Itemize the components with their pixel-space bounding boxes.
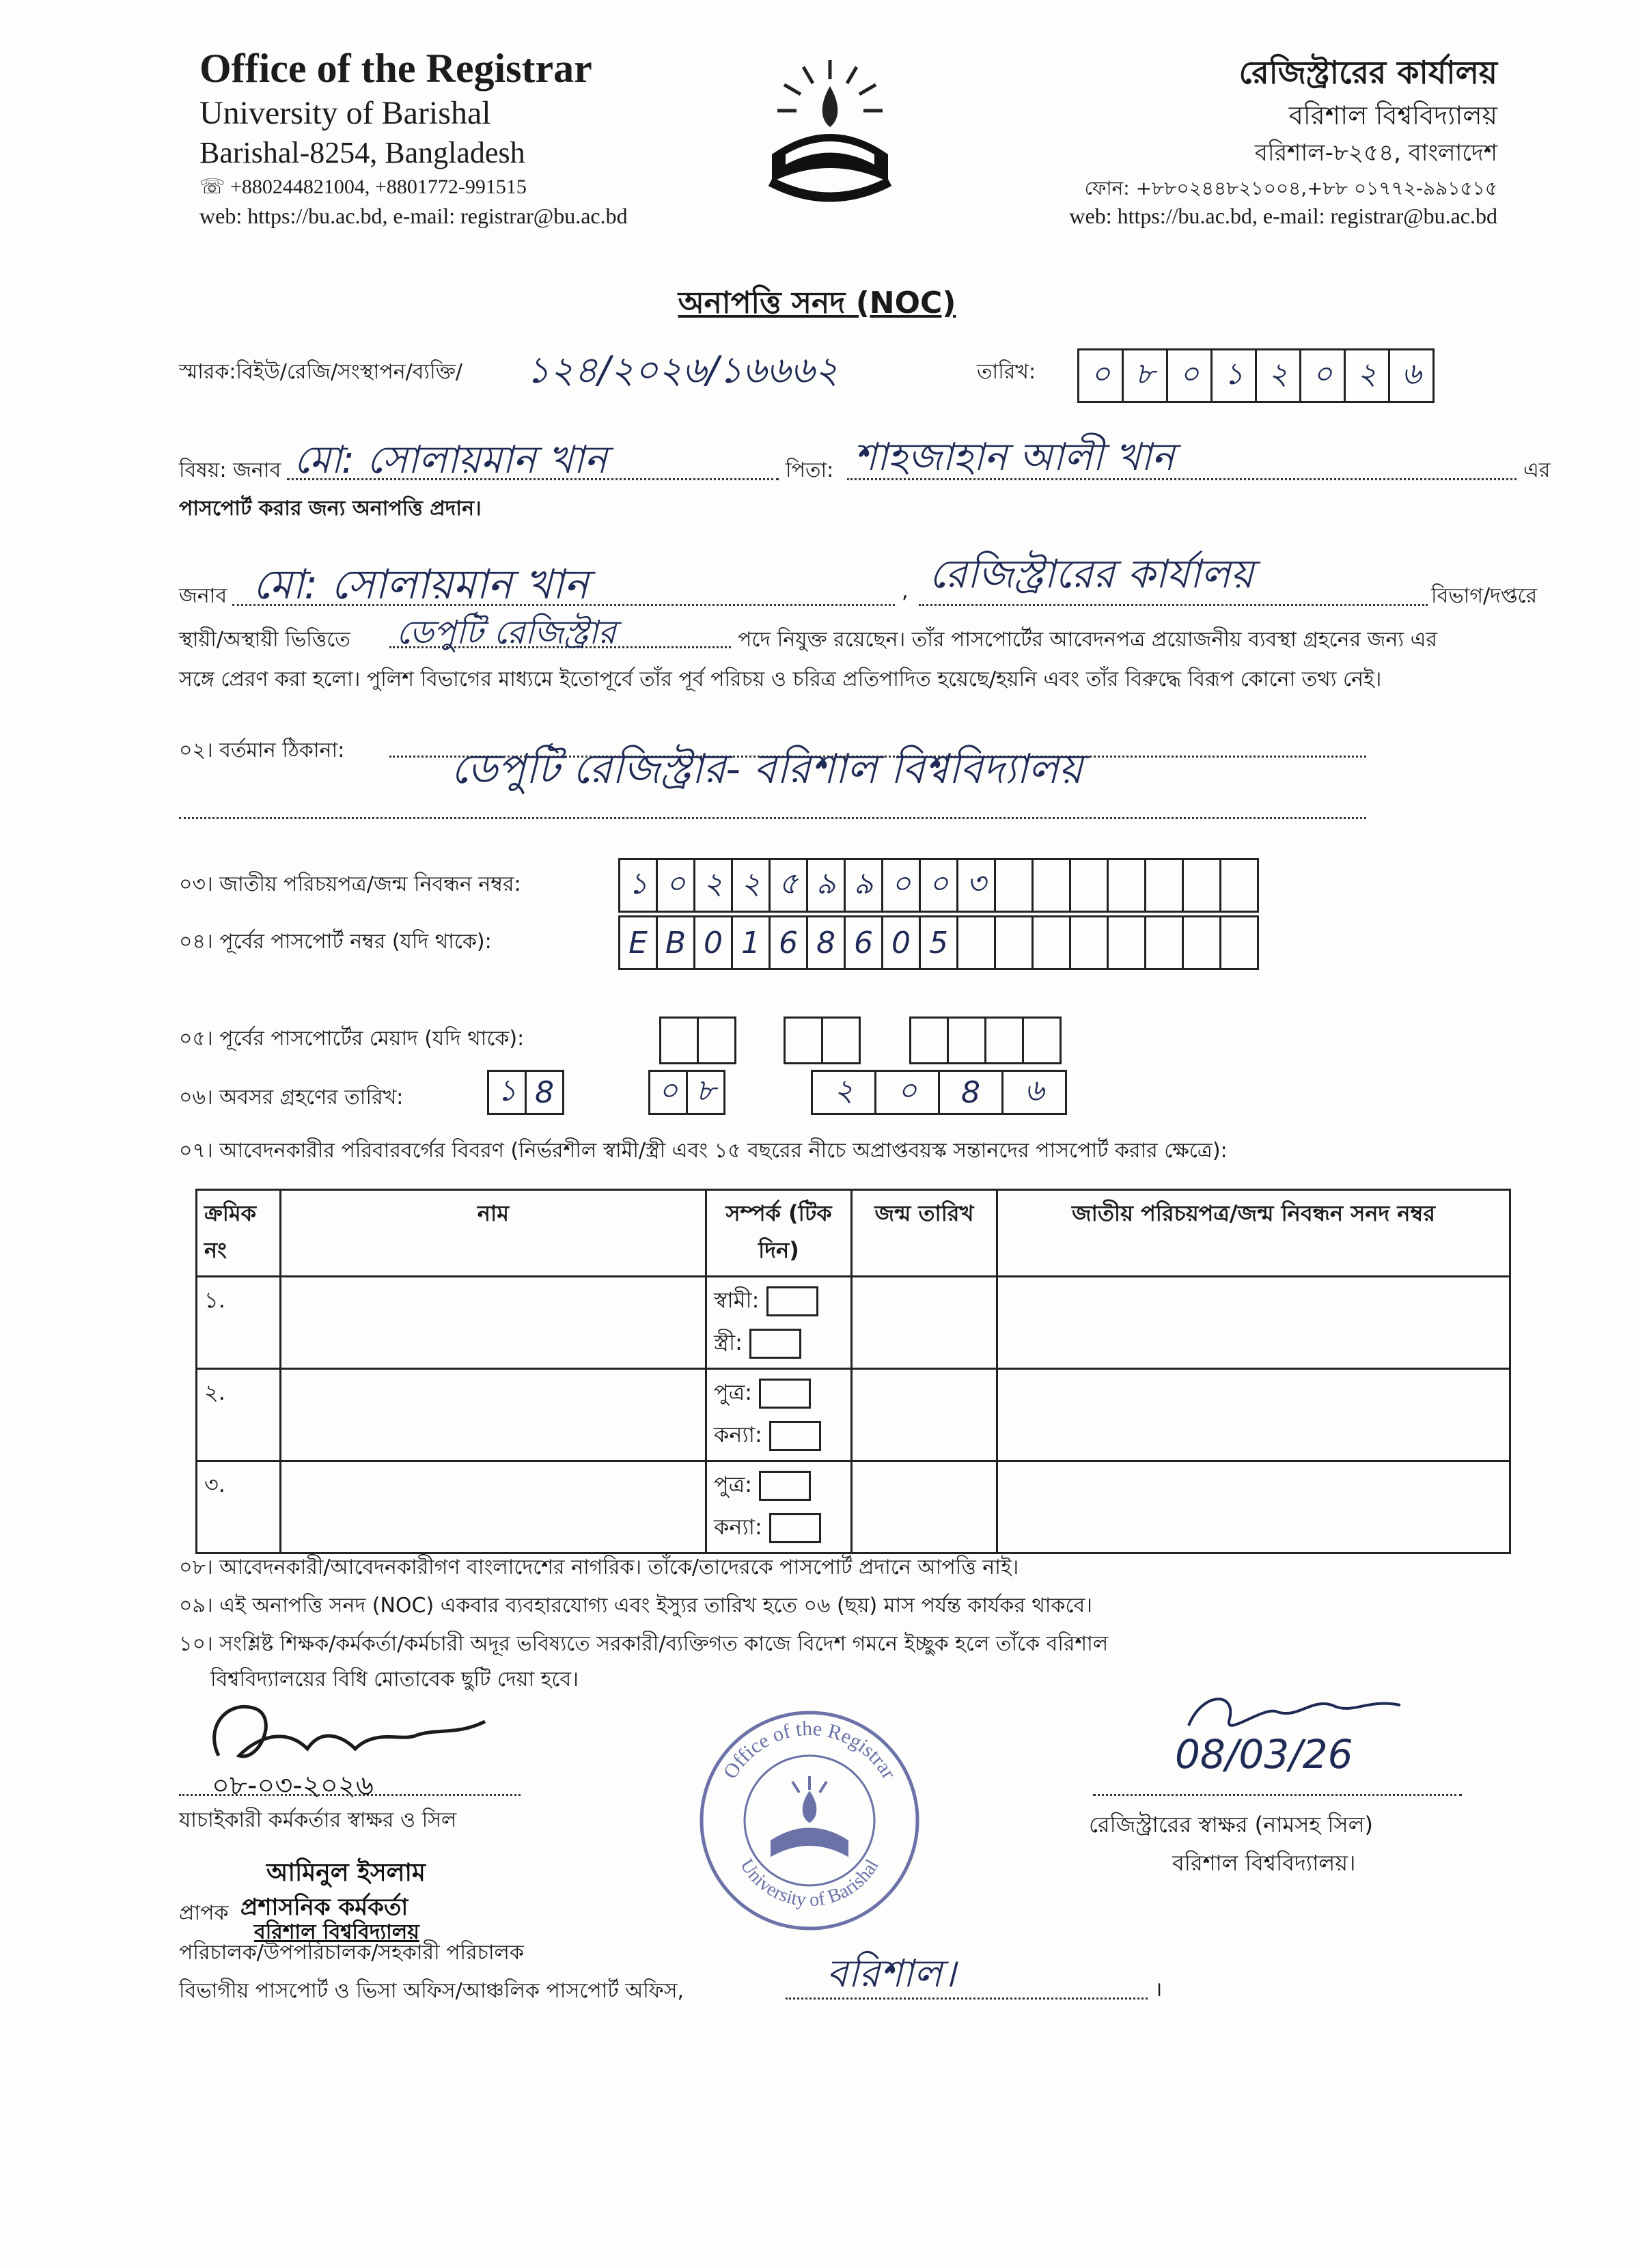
nid-digit-box: ২ (693, 858, 733, 913)
th-nid: জাতীয় পরিচয়পত্র/জন্ম নিবন্ধন সনদ নম্বর (997, 1190, 1510, 1277)
passport-char-box: 1 (731, 915, 771, 970)
expiry-box (784, 1017, 823, 1064)
body-janab-label: জনাব (179, 584, 227, 608)
nid-digit-box: ০ (656, 858, 695, 913)
verifier-stamp-post: প্রশাসনিক কর্মকর্তা (240, 1894, 408, 1921)
passport-char-box: 0 (881, 915, 921, 970)
prev-passport-boxes (620, 915, 1259, 970)
registrar-university: বরিশাল বিশ্ববিদ্যালয়। (1172, 1850, 1356, 1876)
retire-digit-box: 8 (525, 1070, 564, 1115)
subject-father-label: পিতা: (786, 458, 834, 482)
header-en-phone: ☏ +880244821004, +8801772-991515 (199, 176, 527, 198)
table-row (197, 1369, 1510, 1461)
rel-label: স্ত্রী: (714, 1329, 743, 1355)
rel-label: স্বামী: (714, 1287, 760, 1313)
th-name: নাম (281, 1190, 706, 1277)
note-9: ০৯। এই অনাপত্তি সনদ (NOC) একবার ব্যবহারযোগ্য এবং ইস্যুর তারিখ হতে ০৬ (ছয়) মাস পর্যন্ত কার্যকর থাকবে। (179, 1594, 1092, 1618)
passport-char-box: 0 (693, 915, 733, 970)
passport-char-box (1144, 915, 1184, 970)
rel-label: কন্যা: (714, 1422, 762, 1448)
registrar-sign-label: রেজিস্ট্রারের স্বাক্ষর (নামসহ সিল) (1089, 1812, 1373, 1838)
memo-date-boxes (1079, 348, 1435, 403)
note-10-line1: ১০। সংশ্লিষ্ট শিক্ষক/কর্মকর্তা/কর্মচারী অদূর ভবিষ্যতে সরকারী/ব্যক্তিগত কাজে বিদেশ গমনে ইচ্ছুক হলে তাঁকে বরিশাল (179, 1632, 1109, 1656)
passport-char-box: 8 (806, 915, 846, 970)
prev-passport-label: ০৪। পূর্বের পাসপোর্ট নম্বর (যদি থাকে): (179, 930, 492, 954)
date-digit-box: ২ (1255, 348, 1301, 403)
nid-digit-box: ৯ (844, 858, 883, 913)
passport-char-box: 6 (844, 915, 883, 970)
header-bn-address: বরিশাল-৮২৫৪, বাংলাদেশ (1254, 139, 1497, 167)
nid-digit-box (1031, 858, 1071, 913)
nid-digit-box (1219, 858, 1259, 913)
header-bn-phone: ফোন: +৮৮০২৪৪৮২১০০৪,+৮৮ ০১৭৭২-৯৯১৫১৫ (1084, 177, 1497, 199)
date-digit-box: ০ (1299, 348, 1346, 403)
retire-digit-box: ৮ (686, 1070, 725, 1115)
passport-char-box (956, 915, 996, 970)
subject-name: মো: সোলায়মান খান (294, 438, 607, 482)
nid-digit-box: ৯ (806, 858, 846, 913)
registrar-office-seal (697, 1708, 922, 1933)
registrar-date: 08/03/26 (1175, 1731, 1353, 1778)
family-table (195, 1189, 1511, 1554)
subject-label: বিষয়: জনাব (179, 458, 281, 482)
recipient-line3: বিভাগীয় পাসপোর্ট ও ভিসা অফিস/আঞ্চলিক পাসপোর্ট অফিস, (179, 1979, 684, 2003)
passport-char-box: 6 (768, 915, 808, 970)
passport-char-box (1031, 915, 1071, 970)
relation-checkbox (766, 1286, 818, 1316)
address-value: ডেপুটি রেজিস্ট্রার- বরিশাল বিশ্ববিদ্যালয় (451, 745, 1083, 793)
relation-checkbox (759, 1379, 811, 1409)
nid-digit-box: ১ (618, 858, 658, 913)
rel-label: কন্যা: (714, 1514, 762, 1540)
retire-month-boxes (650, 1070, 725, 1115)
retire-digit-box: ১ (487, 1070, 527, 1115)
header-en-title: Office of the Registrar (199, 46, 592, 91)
body-dept-suffix: বিভাগ/দপ্তরে (1431, 584, 1538, 608)
header-bn-web: web: https://bu.ac.bd, e-mail: registrar@bu.ac.bd (1069, 204, 1497, 228)
nid-digit-box (1107, 858, 1146, 913)
date-digit-box: ১ (1210, 348, 1257, 403)
expiry-box (1022, 1017, 1062, 1064)
address-label: ০২। বর্তমান ঠিকানা: (179, 738, 345, 762)
date-digit-box: ০ (1077, 348, 1124, 403)
header-en-web: web: https://bu.ac.bd, e-mail: registrar@bu.ac.bd (199, 204, 628, 228)
passport-char-box (994, 915, 1034, 970)
expiry-box (821, 1017, 861, 1064)
rel-label: পুত্র: (714, 1379, 753, 1405)
expiry-box (659, 1017, 699, 1064)
verifier-stamp-name: আমিনুল ইসলাম (266, 1859, 426, 1887)
date-digit-box: ৬ (1388, 348, 1435, 403)
retire-day-boxes (489, 1070, 564, 1115)
recipient-prefix: প্রাপক (179, 1901, 229, 1925)
nid-digit-box (1144, 858, 1184, 913)
header-en-address: Barishal-8254, Bangladesh (199, 136, 525, 169)
body-office: রেজিস্ট্রারের কার্যালয় (929, 551, 1254, 597)
row-serial: ২. (197, 1369, 281, 1461)
th-serial: ক্রমিক নং (197, 1190, 281, 1277)
date-digit-box: ৮ (1122, 348, 1168, 403)
memo-date-label: তারিখ: (977, 360, 1036, 384)
nid-digit-box: ২ (731, 858, 771, 913)
seal-text-top: Office of the Registrar (719, 1717, 900, 1783)
verifier-label: যাচাইকারী কর্মকর্তার স্বাক্ষর ও সিল (179, 1808, 457, 1832)
nid-label: ০৩। জাতীয় পরিচয়পত্র/জন্ম নিবন্ধন নম্বর: (179, 872, 521, 896)
header-bn-university: বরিশাল বিশ্ববিদ্যালয় (1288, 100, 1497, 130)
verifier-date: ০৮-০৩-২০২৬ (212, 1770, 374, 1801)
body-line3: সঙ্গে প্রেরণ করা হলো। পুলিশ বিভাগের মাধ্যমে ইতোপূর্বে তাঁর পূর্ব পরিচয় ও চরিত্র প্রতিপাদিত হয়েছে/হয়নি এবং তাঁর বিরুদ্ধে বিরূপ কোনো তথ্য নেই। (179, 667, 1382, 691)
nid-digit-box (1182, 858, 1221, 913)
retire-digit-box: ২ (811, 1070, 876, 1115)
note-8: ০৮। আবেদনকারী/আবেদনকারীগণ বাংলাদেশের নাগরিক। তাঁকে/তাদেরকে পাসপোর্ট প্রদানে আপত্তি নাই। (179, 1555, 1019, 1579)
verifier-stamp-university: বরিশাল বিশ্ববিদ্যালয় (254, 1920, 419, 1944)
expiry-box (984, 1017, 1024, 1064)
row-serial: ১. (197, 1277, 281, 1369)
relation-checkbox (769, 1513, 821, 1543)
relation-checkbox (759, 1471, 811, 1501)
header-en-university: University of Barishal (199, 95, 491, 131)
nid-digit-box: ০ (919, 858, 958, 913)
nid-digit-box (1069, 858, 1109, 913)
seal-logo-icon (772, 1776, 847, 1855)
passport-char-box: 5 (919, 915, 958, 970)
passport-char-box: E (618, 915, 658, 970)
retire-label: ০৬। অবসর গ্রহণের তারিখ: (179, 1085, 404, 1109)
passport-char-box (1219, 915, 1259, 970)
rel-label: পুত্র: (714, 1471, 753, 1497)
recipient-end: । (1154, 1978, 1163, 2002)
body-line2-suffix: পদে নিযুক্ত রয়েছেন। তাঁর পাসপোর্টের আবেদনপত্র প্রয়োজনীয় ব্যবস্থা গ্রহনের জন্য এর (738, 628, 1437, 652)
nid-digit-box (994, 858, 1034, 913)
expiry-box (697, 1017, 736, 1064)
passport-char-box (1107, 915, 1146, 970)
seal-text-bottom: University of Barishal (736, 1855, 883, 1911)
expiry-month-boxes (786, 1017, 861, 1064)
recipient-city: বরিশাল। (827, 1952, 956, 1996)
nid-digit-box: ৩ (956, 858, 996, 913)
passport-char-box (1069, 915, 1109, 970)
expiry-year-boxes (911, 1017, 1062, 1064)
relation-checkbox (749, 1329, 801, 1359)
body-post: ডেপুটি রেজিস্ট্রার (396, 613, 616, 652)
nid-boxes (620, 858, 1259, 913)
recipient-line2: পরিচালক/উপপরিচালক/সহকারী পরিচালক (179, 1941, 524, 1965)
date-digit-box: ২ (1344, 348, 1390, 403)
retire-digit-box: ০ (648, 1070, 688, 1115)
date-digit-box: ০ (1166, 348, 1213, 403)
table-row (197, 1461, 1510, 1553)
passport-char-box: B (656, 915, 695, 970)
expiry-box (909, 1017, 949, 1064)
expiry-label: ০৫। পূর্বের পাসপোর্টের মেয়াদ (যদি থাকে): (179, 1027, 525, 1051)
row-serial: ৩. (197, 1461, 281, 1553)
university-logo (758, 52, 902, 209)
nid-digit-box: ৫ (768, 858, 808, 913)
subject-father-name: শাহজাহান আলী খান (854, 435, 1175, 480)
body-line2-prefix: স্থায়ী/অস্থায়ী ভিত্তিতে (179, 628, 350, 652)
document-title: অনাপত্তি সনদ (NOC) (678, 286, 956, 320)
expiry-day-boxes (661, 1017, 736, 1064)
body-name: মো: সোলায়মান খান (253, 561, 589, 609)
note-10-line2: বিশ্ববিদ্যালয়ের বিধি মোতাবেক ছুটি দেয়া হবে। (210, 1668, 579, 1691)
retire-digit-box: ৬ (1001, 1070, 1067, 1115)
memo-number: ১২৪/২০২৬/১৬৬৬২ (526, 348, 839, 391)
th-dob: জন্ম তারিখ (852, 1190, 997, 1277)
passport-char-box (1182, 915, 1221, 970)
retire-digit-box: 8 (938, 1070, 1003, 1115)
subject-line2: পাসপোর্ট করার জন্য অনাপত্তি প্রদান। (179, 497, 482, 521)
memo-label: স্মারক:বিইউ/রেজি/সংস্থাপন/ব্যক্তি/ (179, 360, 462, 384)
header-bn-title: রেজিস্ট্রারের কার্যালয় (1238, 54, 1497, 91)
subject-suffix: এর (1523, 458, 1551, 482)
nid-digit-box: ০ (881, 858, 921, 913)
family-label: ০৭। আবেদনকারীর পরিবারবর্গের বিবরণ (নির্ভরশীল স্বামী/স্ত্রী এবং ১৫ বছরের নীচে অপ্রাপ্তবয়স্ক সন্তানদের পাসপোর্ট করার ক্ষেত্রে): (179, 1139, 1228, 1163)
retire-year-boxes (813, 1070, 1067, 1115)
table-row (197, 1277, 1510, 1369)
expiry-box (947, 1017, 986, 1064)
relation-checkbox (769, 1421, 821, 1451)
retire-digit-box: ০ (874, 1070, 940, 1115)
th-relation: সম্পর্ক (টিক দিন) (706, 1190, 852, 1277)
